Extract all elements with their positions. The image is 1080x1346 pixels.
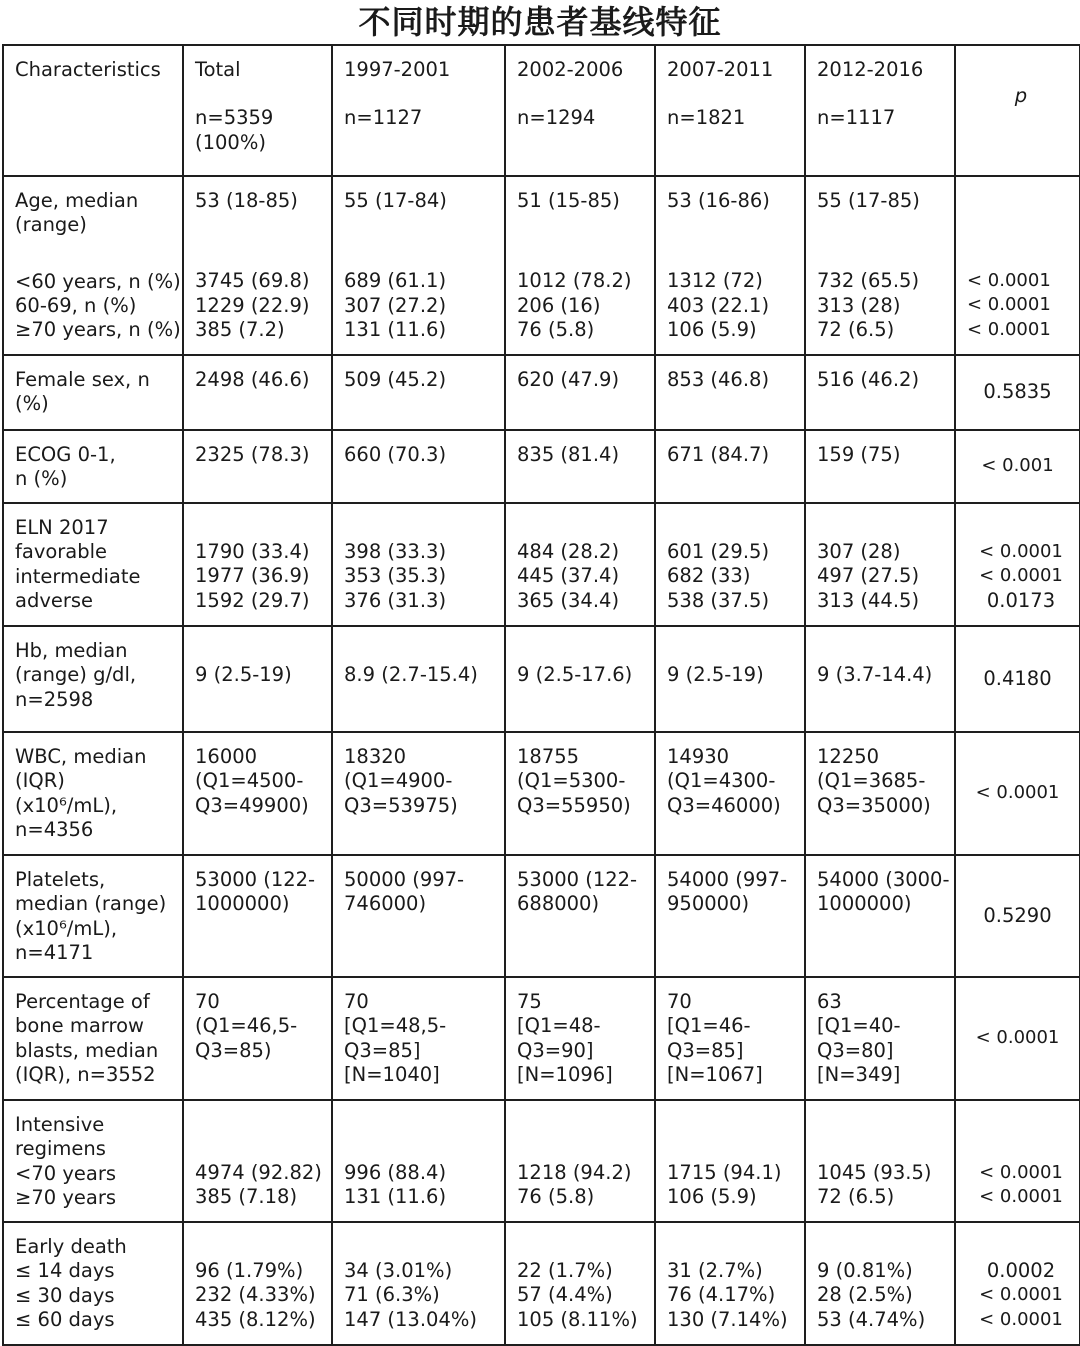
row-label-intensive: Intensive regimens <70 years ≥70 years bbox=[3, 1100, 183, 1222]
table-cell: 14930 (Q1=4300- Q3=46000) bbox=[655, 732, 805, 855]
row-label-early-death: Early death ≤ 14 days ≤ 30 days ≤ 60 days bbox=[3, 1222, 183, 1345]
table-cell: 70 (Q1=46,5- Q3=85) bbox=[183, 977, 332, 1100]
table-cell: 55 (17-84) 689 (61.1) 307 (27.2) 131 (11.6) bbox=[332, 176, 505, 355]
header-cell-total: Total n=5359 (100%) bbox=[183, 45, 332, 176]
p-value-cell: 0.4180 bbox=[955, 626, 1080, 732]
table-cell: 996 (88.4) 131 (11.6) bbox=[332, 1100, 505, 1222]
table-cell: 660 (70.3) bbox=[332, 430, 505, 503]
row-label-hb: Hb, median (range) g/dl, n=2598 bbox=[3, 626, 183, 732]
table-cell: 8.9 (2.7-15.4) bbox=[332, 626, 505, 732]
table-row-hb bbox=[3, 626, 1080, 732]
table-cell: 9 (2.5-19) bbox=[183, 626, 332, 732]
table-cell: 159 (75) bbox=[805, 430, 955, 503]
table-row-early-death bbox=[3, 1222, 1080, 1345]
table-cell: 671 (84.7) bbox=[655, 430, 805, 503]
table-cell: 34 (3.01%) 71 (6.3%) 147 (13.04%) bbox=[332, 1222, 505, 1345]
p-value-cell: < 0.0001 < 0.0001 < 0.0001 bbox=[955, 176, 1080, 355]
table-cell: 22 (1.7%) 57 (4.4%) 105 (8.11%) bbox=[505, 1222, 655, 1345]
table-cell: 53000 (122- 1000000) bbox=[183, 855, 332, 977]
table-cell: 9 (2.5-19) bbox=[655, 626, 805, 732]
table-cell: 70 [Q1=48,5- Q3=85] [N=1040] bbox=[332, 977, 505, 1100]
table-row-female bbox=[3, 355, 1080, 430]
p-value-cell: < 0.0001 bbox=[955, 732, 1080, 855]
table-cell: 516 (46.2) bbox=[805, 355, 955, 430]
table-cell: 63 [Q1=40- Q3=80] [N=349] bbox=[805, 977, 955, 1100]
table-cell: 398 (33.3) 353 (35.3) 376 (31.3) bbox=[332, 503, 505, 626]
p-value-cell: 0.5290 bbox=[955, 855, 1080, 977]
table-cell: 54000 (3000- 1000000) bbox=[805, 855, 955, 977]
table-cell: 51 (15-85) 1012 (78.2) 206 (16) 76 (5.8) bbox=[505, 176, 655, 355]
table-cell: 53 (16-86) 1312 (72) 403 (22.1) 106 (5.9) bbox=[655, 176, 805, 355]
table-cell: 96 (1.79%) 232 (4.33%) 435 (8.12%) bbox=[183, 1222, 332, 1345]
row-label-wbc: WBC, median (IQR) (x10⁶/mL), n=4356 bbox=[3, 732, 183, 855]
header-cell-2002-2006: 2002-2006 n=1294 bbox=[505, 45, 655, 176]
table-cell: 601 (29.5) 682 (33) 538 (37.5) bbox=[655, 503, 805, 626]
table-cell: 2325 (78.3) bbox=[183, 430, 332, 503]
baseline-characteristics-table bbox=[2, 44, 1080, 1346]
table-cell: 2498 (46.6) bbox=[183, 355, 332, 430]
table-row-ecog bbox=[3, 430, 1080, 503]
p-value-cell: < 0.0001 < 0.0001 0.0173 bbox=[955, 503, 1080, 626]
table-cell: 1715 (94.1) 106 (5.9) bbox=[655, 1100, 805, 1222]
table-cell: 70 [Q1=46- Q3=85] [N=1067] bbox=[655, 977, 805, 1100]
table-cell: 1218 (94.2) 76 (5.8) bbox=[505, 1100, 655, 1222]
table-row-wbc bbox=[3, 732, 1080, 855]
p-value-cell: < 0.0001 bbox=[955, 977, 1080, 1100]
table-cell: 1045 (93.5) 72 (6.5) bbox=[805, 1100, 955, 1222]
p-value-cell: < 0.001 bbox=[955, 430, 1080, 503]
header-cell-1997-2001: 1997-2001 n=1127 bbox=[332, 45, 505, 176]
row-label-age: Age, median (range) <60 years, n (%) 60-69, n (%) ≥70 years, n (%) bbox=[3, 176, 183, 355]
table-cell: 509 (45.2) bbox=[332, 355, 505, 430]
table-cell: 50000 (997- 746000) bbox=[332, 855, 505, 977]
table-cell: 9 (0.81%) 28 (2.5%) 53 (4.74%) bbox=[805, 1222, 955, 1345]
table-cell: 55 (17-85) 732 (65.5) 313 (28) 72 (6.5) bbox=[805, 176, 955, 355]
row-label-blasts: Percentage of bone marrow blasts, median (IQR), n=3552 bbox=[3, 977, 183, 1100]
table-cell: 9 (2.5-17.6) bbox=[505, 626, 655, 732]
header-cell-p: p bbox=[955, 45, 1080, 176]
table-cell: 620 (47.9) bbox=[505, 355, 655, 430]
table-cell: 853 (46.8) bbox=[655, 355, 805, 430]
table-cell: 54000 (997- 950000) bbox=[655, 855, 805, 977]
p-value-cell: 0.5835 bbox=[955, 355, 1080, 430]
table-row-intensive bbox=[3, 1100, 1080, 1222]
row-label-ecog: ECOG 0-1, n (%) bbox=[3, 430, 183, 503]
table-cell: 4974 (92.82) 385 (7.18) bbox=[183, 1100, 332, 1222]
row-label-platelets: Platelets, median (range) (x10⁶/mL), n=4171 bbox=[3, 855, 183, 977]
table-cell: 835 (81.4) bbox=[505, 430, 655, 503]
row-label-female: Female sex, n (%) bbox=[3, 355, 183, 430]
table-cell: 53000 (122- 688000) bbox=[505, 855, 655, 977]
table-cell: 307 (28) 497 (27.5) 313 (44.5) bbox=[805, 503, 955, 626]
table-row-age bbox=[3, 176, 1080, 355]
header-cell-2012-2016: 2012-2016 n=1117 bbox=[805, 45, 955, 176]
table-cell: 16000 (Q1=4500- Q3=49900) bbox=[183, 732, 332, 855]
table-cell: 9 (3.7-14.4) bbox=[805, 626, 955, 732]
table-cell: 75 [Q1=48- Q3=90] [N=1096] bbox=[505, 977, 655, 1100]
table-cell: 484 (28.2) 445 (37.4) 365 (34.4) bbox=[505, 503, 655, 626]
table-row-platelets bbox=[3, 855, 1080, 977]
table-header-row bbox=[3, 45, 1080, 176]
header-cell-2007-2011: 2007-2011 n=1821 bbox=[655, 45, 805, 176]
table-cell: 1790 (33.4) 1977 (36.9) 1592 (29.7) bbox=[183, 503, 332, 626]
table-cell: 53 (18-85) 3745 (69.8) 1229 (22.9) 385 (7.2) bbox=[183, 176, 332, 355]
table-cell: 31 (2.7%) 76 (4.17%) 130 (7.14%) bbox=[655, 1222, 805, 1345]
table-cell: 12250 (Q1=3685- Q3=35000) bbox=[805, 732, 955, 855]
page-title: 不同时期的患者基线特征 bbox=[358, 3, 722, 41]
header-cell-characteristics: Characteristics bbox=[3, 45, 183, 176]
row-label-eln: ELN 2017 favorable intermediate adverse bbox=[3, 503, 183, 626]
table-cell: 18320 (Q1=4900- Q3=53975) bbox=[332, 732, 505, 855]
table-row-blasts bbox=[3, 977, 1080, 1100]
table-row-eln bbox=[3, 503, 1080, 626]
p-value-cell: 0.0002 < 0.0001 < 0.0001 bbox=[955, 1222, 1080, 1345]
table-cell: 18755 (Q1=5300- Q3=55950) bbox=[505, 732, 655, 855]
p-value-cell: < 0.0001 < 0.0001 bbox=[955, 1100, 1080, 1222]
